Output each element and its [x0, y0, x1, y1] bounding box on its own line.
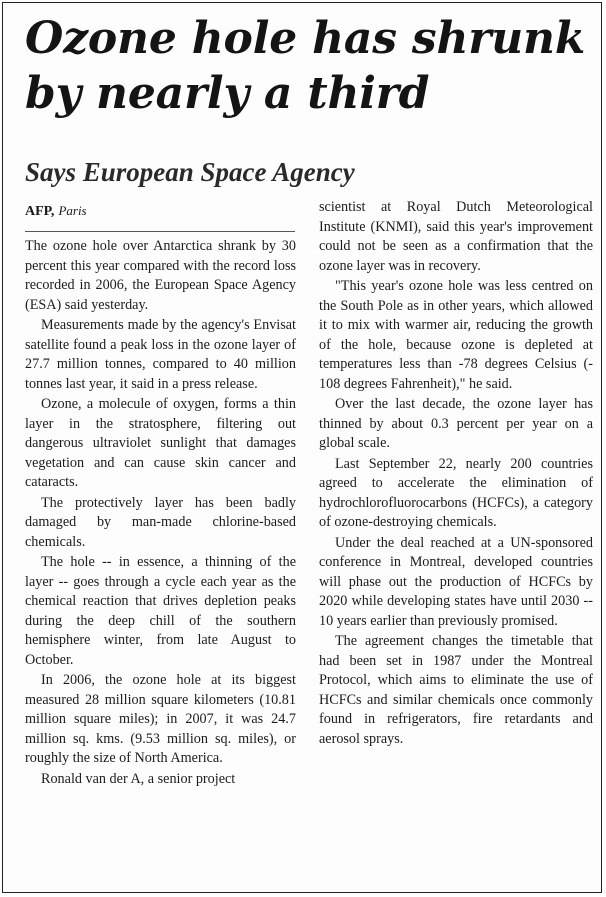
paragraph: Under the deal reached at a UN-sponsored conference in Montreal, developed countries will phase out the production of HCFCs by 2020 while developing states have until 2030 -- 10 years earlier than previously promised.	[319, 534, 593, 629]
paragraph: scientist at Royal Dutch Meteorological Institute (KNMI), said this year's improvement could not be seen as a confirmation that the ozone layer was in recovery.	[319, 199, 593, 274]
subheadline: Says European Space Agency	[25, 157, 355, 187]
article-column-1	[25, 237, 296, 789]
byline-city: Paris	[58, 203, 87, 218]
paragraph: Measurements made by the agency's Envisat satellite found a peak loss in the ozone layer of 27.7 million tonnes, compared to 40 million tonnes last year, it said in a press release.	[25, 317, 296, 392]
article-frame	[2, 2, 602, 893]
article-column-2	[319, 198, 593, 749]
byline-agency: AFP,	[25, 204, 55, 219]
paragraph: Last September 22, nearly 200 countries agreed to accelerate the elimination of hydrochlorofluorocarbons (HCFCs), a category of ozone-destroying chemicals.	[319, 455, 593, 530]
paragraph: The agreement changes the timetable that had been set in 1987 under the Montreal Protocol, which aims to eliminate the use of HCFCs and similar chemicals once commonly found in refrigerators, fire retardants and aerosol sprays.	[319, 633, 593, 747]
paragraph: Ronald van der A, a senior project	[41, 770, 236, 787]
paragraph: In 2006, the ozone hole at its biggest measured 28 million square kilometers (10.81 million square miles); in 2007, it was 24.7 million sq. kms. (9.53 million sq. miles), or roughly the size of North America.	[25, 672, 296, 766]
paragraph: Ozone, a molecule of oxygen, forms a thin layer in the stratosphere, filtering out dangerous ultraviolet sunlight that damages vegetation and can cause skin cancer and cataracts.	[25, 396, 296, 490]
paragraph: Over the last decade, the ozone layer has thinned by about 0.3 percent per year on a global scale.	[319, 396, 593, 451]
paragraph: The protectively layer has been badly damaged by man-made chlorine-based chemicals.	[25, 494, 296, 550]
headline: Ozone hole has shrunk by nearly a third	[25, 13, 586, 119]
byline	[25, 203, 87, 220]
paragraph: The hole -- in essence, a thinning of the layer -- goes through a cycle each year as the chemical reaction that drives depletion peaks during the deep chill of the southern hemisphere winter, from late August to October.	[25, 554, 296, 668]
paragraph: "This year's ozone hole was less centred on the South Pole as in other years, which allowed it to mix with warmer air, reducing the growth of the hole, because ozone is depleted at temperatures less than -78 degrees Celsius (- 108 degrees Fahrenheit)," he said.	[319, 278, 593, 392]
paragraph: The ozone hole over Antarctica shrank by 30 percent this year compared with the record loss recorded in 2006, the European Space Agency (ESA) said yesterday.	[25, 238, 296, 313]
byline-divider	[25, 231, 295, 232]
